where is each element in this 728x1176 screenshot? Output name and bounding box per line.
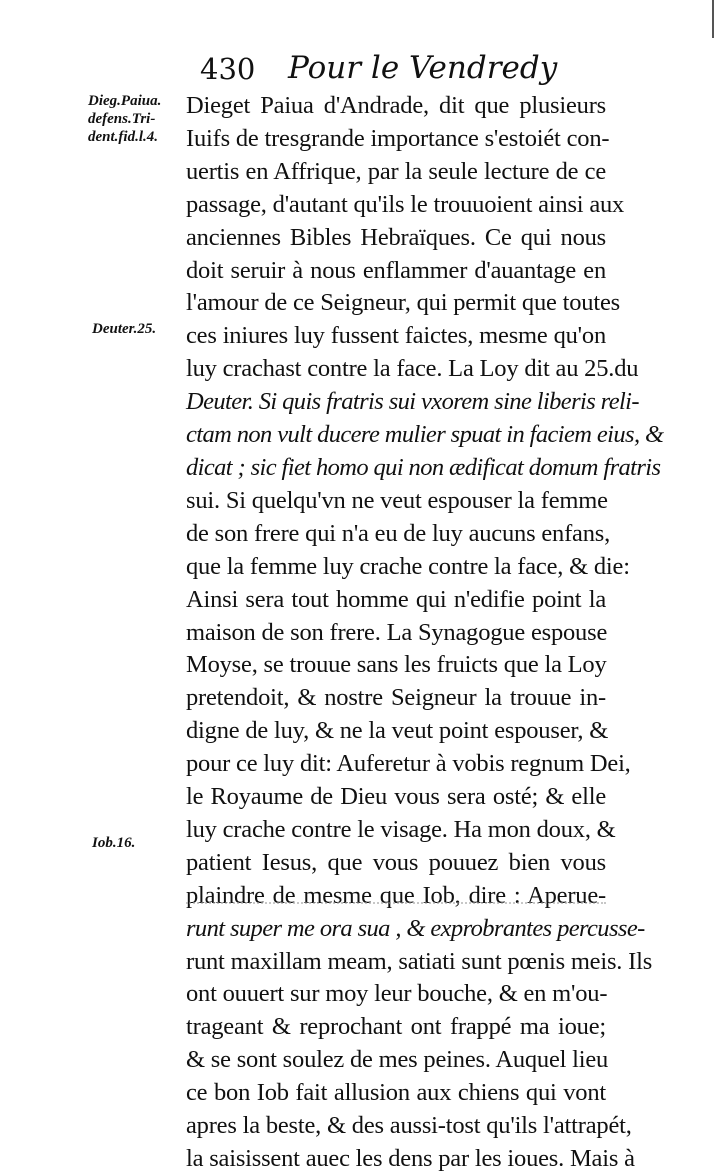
text-line: & se sont soulez de mes peines. Auquel lieu	[186, 1046, 609, 1074]
marginal-note-line: Dieg.Paiua.	[88, 93, 162, 109]
text-line-latin: dicat ; sic fiet homo qui non ædificat domum fratris	[186, 453, 661, 481]
text-line: maison de son frere. La Synagogue espouse	[186, 618, 608, 646]
text-line: luy crache contre le visage. Ha mon doux, &	[186, 815, 616, 843]
text-line: passage, d'autant qu'ils le trouuoient ainsi aux	[186, 190, 625, 218]
text-line: que la femme luy crache contre la face, & die:	[186, 552, 630, 580]
text-line-latin: ctam non vult ducere mulier spuat in faciem eius, &	[186, 421, 664, 449]
page-header	[200, 52, 600, 92]
text-line: plaindre de mesme que Iob, dire : Aperue-	[186, 881, 606, 909]
text-line: Iuifs de tresgrande importance s'estoiét con-	[186, 124, 610, 152]
text-line: trageant & reprochant ont frappé ma ioue;	[186, 1013, 606, 1041]
marginal-note-diego-paiva	[88, 92, 188, 146]
text-line: doit seruir à nous enflammer d'auantage en	[186, 256, 606, 284]
text-line: anciennes Bibles Hebraïques. Ce qui nous	[186, 223, 606, 251]
text-line: uertis en Affrique, par la seule lecture de ce	[186, 157, 606, 185]
text-line: de son frere qui n'a eu de luy aucuns enfans,	[186, 519, 611, 547]
marginal-note-line: dent.fid.l.4.	[88, 129, 158, 145]
text-line: ont ouuert sur moy leur bouche, & en m'ou-	[186, 980, 608, 1008]
text-line: luy crachast contre la face. La Loy dit au 25.du	[186, 355, 639, 383]
text-line-latin: Deuter. Si quis fratris sui vxorem sine liberis reli-	[186, 388, 639, 416]
page-edge-mark	[712, 0, 714, 38]
text-line: runt maxillam meam, satiati sunt pœnis meis. Ils	[186, 947, 653, 975]
text-line: l'amour de ce Seigneur, qui permit que toutes	[186, 289, 620, 317]
marginal-note-line: Deuter.25.	[92, 321, 157, 337]
marginal-note-deuteronomy	[92, 320, 192, 338]
print-show-through	[186, 902, 606, 914]
text-line: Ainsi sera tout homme qui n'edifie point la	[186, 585, 606, 613]
text-line: apres la beste, & des aussi-tost qu'ils l'attrapét,	[186, 1112, 632, 1140]
running-title: Pour le Vendredy	[288, 50, 558, 86]
text-line: pour ce luy dit: Auferetur à vobis regnum Dei,	[186, 750, 631, 778]
text-line: patient Iesus, que vous pouuez bien vous	[186, 848, 606, 876]
main-text-block	[186, 90, 664, 1176]
text-line: le Royaume de Dieu vous sera osté; & elle	[186, 783, 606, 811]
text-line-latin: runt super me ora sua , & exprobrantes percusse-	[186, 914, 645, 942]
text-line: ce bon Iob fait allusion aux chiens qui vont	[186, 1079, 606, 1107]
text-line: Moyse, se trouue sans les fruicts que la Loy	[186, 651, 607, 679]
text-line: sui. Si quelqu'vn ne veut espouser la femme	[186, 486, 608, 514]
text-line: la saisissent auec les dens par les ioues. Mais à	[186, 1145, 635, 1172]
page-number: 430	[200, 52, 256, 86]
marginal-note-job	[92, 834, 192, 852]
text-line: pretendoit, & nostre Seigneur la trouue in-	[186, 684, 606, 712]
marginal-note-line: defens.Tri-	[88, 111, 156, 127]
marginal-note-line: Iob.16.	[92, 835, 136, 851]
text-line: digne de luy, & ne la veut point espouser, &	[186, 717, 609, 745]
text-line: Dieget Paiua d'Andrade, dit que plusieurs	[186, 92, 606, 119]
text-line: ces iniures luy fussent faictes, mesme qu'on	[186, 322, 606, 350]
